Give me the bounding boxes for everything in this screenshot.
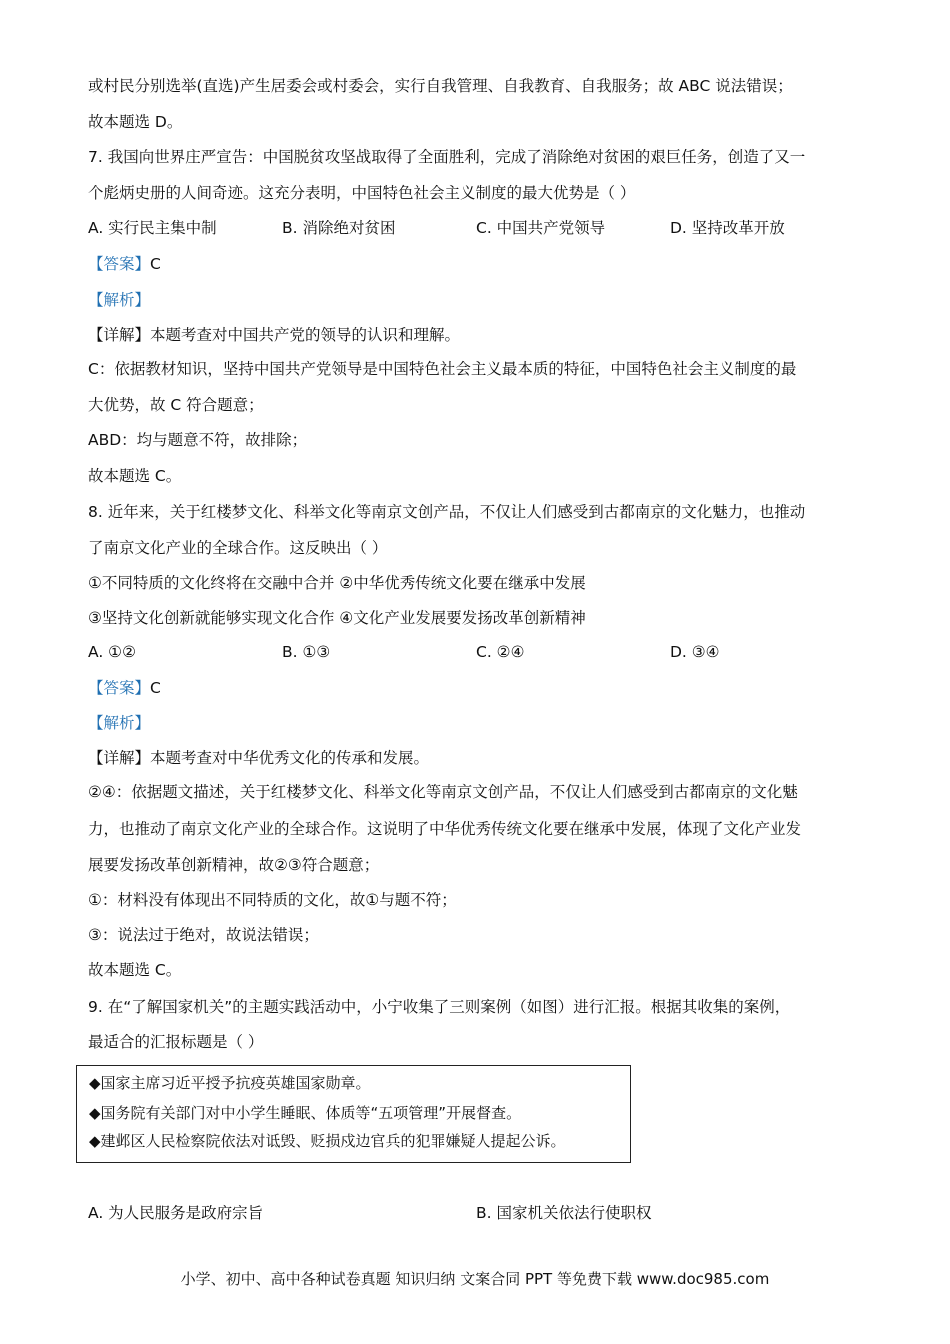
q7-detail: 故本题选 C。 xyxy=(88,467,182,485)
question-9-stem: 最适合的汇报标题是（ ） xyxy=(88,1033,264,1051)
q7-detail: ABD：均与题意不符，故排除； xyxy=(88,431,308,449)
q8-detail: 故本题选 C。 xyxy=(88,961,182,979)
case-item: ◆国家主席习近平授予抗疫英雄国家勋章。 xyxy=(89,1074,371,1092)
q8-answer xyxy=(88,677,161,699)
q7-detail: 大优势，故 C 符合题意； xyxy=(88,396,264,414)
text-line: 故本题选 D。 xyxy=(88,113,183,131)
answer-tag: 【答案】 xyxy=(88,255,151,273)
case-item: ◆建邺区人民检察院依法对诋毁、贬损戍边官兵的犯罪嫌疑人提起公诉。 xyxy=(89,1132,566,1150)
question-7-stem: 个彪炳史册的人间奇迹。这充分表明，中国特色社会主义制度的最大优势是（ ） xyxy=(88,184,636,202)
q8-detail: ①：材料没有体现出不同特质的文化，故①与题不符； xyxy=(88,891,457,909)
answer-tag: 【答案】 xyxy=(88,679,151,697)
question-8-stem: 8. 近年来，关于红楼梦文化、科举文化等南京文创产品，不仅让人们感受到古都南京的文化魅力，也推动 xyxy=(88,503,806,521)
question-7-stem: 7. 我国向世界庄严宣告：中国脱贫攻坚战取得了全面胜利，完成了消除绝对贫困的艰巨任务，创造了又一 xyxy=(88,148,806,166)
question-8-statements: ③坚持文化创新就能够实现文化合作 ④文化产业发展要发扬改革创新精神 xyxy=(88,609,586,627)
q7-detail: 【详解】本题考查对中国共产党的领导的认识和理解。 xyxy=(88,326,461,344)
question-8-statements: ①不同特质的文化终将在交融中合并 ②中华优秀传统文化要在继承中发展 xyxy=(88,574,586,592)
question-9-stem: 9. 在“了解国家机关”的主题实践活动中，小宁收集了三则案例（如图）进行汇报。根据其收集的案例， xyxy=(88,998,791,1016)
q7-option-d: D. 坚持改革开放 xyxy=(670,219,785,237)
q7-option-a: A. 实行民主集中制 xyxy=(88,219,217,237)
case-item: ◆国务院有关部门对中小学生睡眠、体质等“五项管理”开展督查。 xyxy=(89,1104,522,1122)
q9-case-box xyxy=(76,1065,631,1163)
q8-analysis-tag: 【解析】 xyxy=(88,714,151,732)
q8-detail: ②④：依据题文描述，关于红楼梦文化、科举文化等南京文创产品，不仅让人们感受到古都南京的文化魅 xyxy=(88,783,798,801)
q8-detail: 【详解】本题考查对中华优秀文化的传承和发展。 xyxy=(88,749,430,767)
q8-detail: 力，也推动了南京文化产业的全球合作。这说明了中华优秀传统文化要在继承中发展，体现了文化产业发 xyxy=(88,820,802,838)
page-footer: 小学、初中、高中各种试卷真题 知识归纳 文案合同 PPT 等免费下载 www.doc985.com xyxy=(180,1270,770,1288)
q8-option-a: A. ①② xyxy=(88,643,136,661)
answer-value: C xyxy=(150,255,161,273)
q8-detail: ③：说法过于绝对，故说法错误； xyxy=(88,926,319,944)
q7-option-b: B. 消除绝对贫困 xyxy=(282,219,396,237)
q8-option-d: D. ③④ xyxy=(670,643,720,661)
q8-detail: 展要发扬改革创新精神，故②③符合题意； xyxy=(88,856,380,874)
q7-analysis-tag: 【解析】 xyxy=(88,291,151,309)
text-line: 或村民分别选举(直选)产生居委会或村委会，实行自我管理、自我教育、自我服务；故 ABC 说法错误； xyxy=(88,77,793,95)
q8-option-c: C. ②④ xyxy=(476,643,525,661)
q8-option-b: B. ①③ xyxy=(282,643,331,661)
q9-option-a: A. 为人民服务是政府宗旨 xyxy=(88,1204,264,1222)
q7-detail: C：依据教材知识，坚持中国共产党领导是中国特色社会主义最本质的特征，中国特色社会主义制度的最 xyxy=(88,360,797,378)
q9-option-b: B. 国家机关依法行使职权 xyxy=(476,1204,652,1222)
q7-answer xyxy=(88,253,161,275)
answer-value: C xyxy=(150,679,161,697)
q7-option-c: C. 中国共产党领导 xyxy=(476,219,606,237)
question-8-stem: 了南京文化产业的全球合作。这反映出（ ） xyxy=(88,539,388,557)
